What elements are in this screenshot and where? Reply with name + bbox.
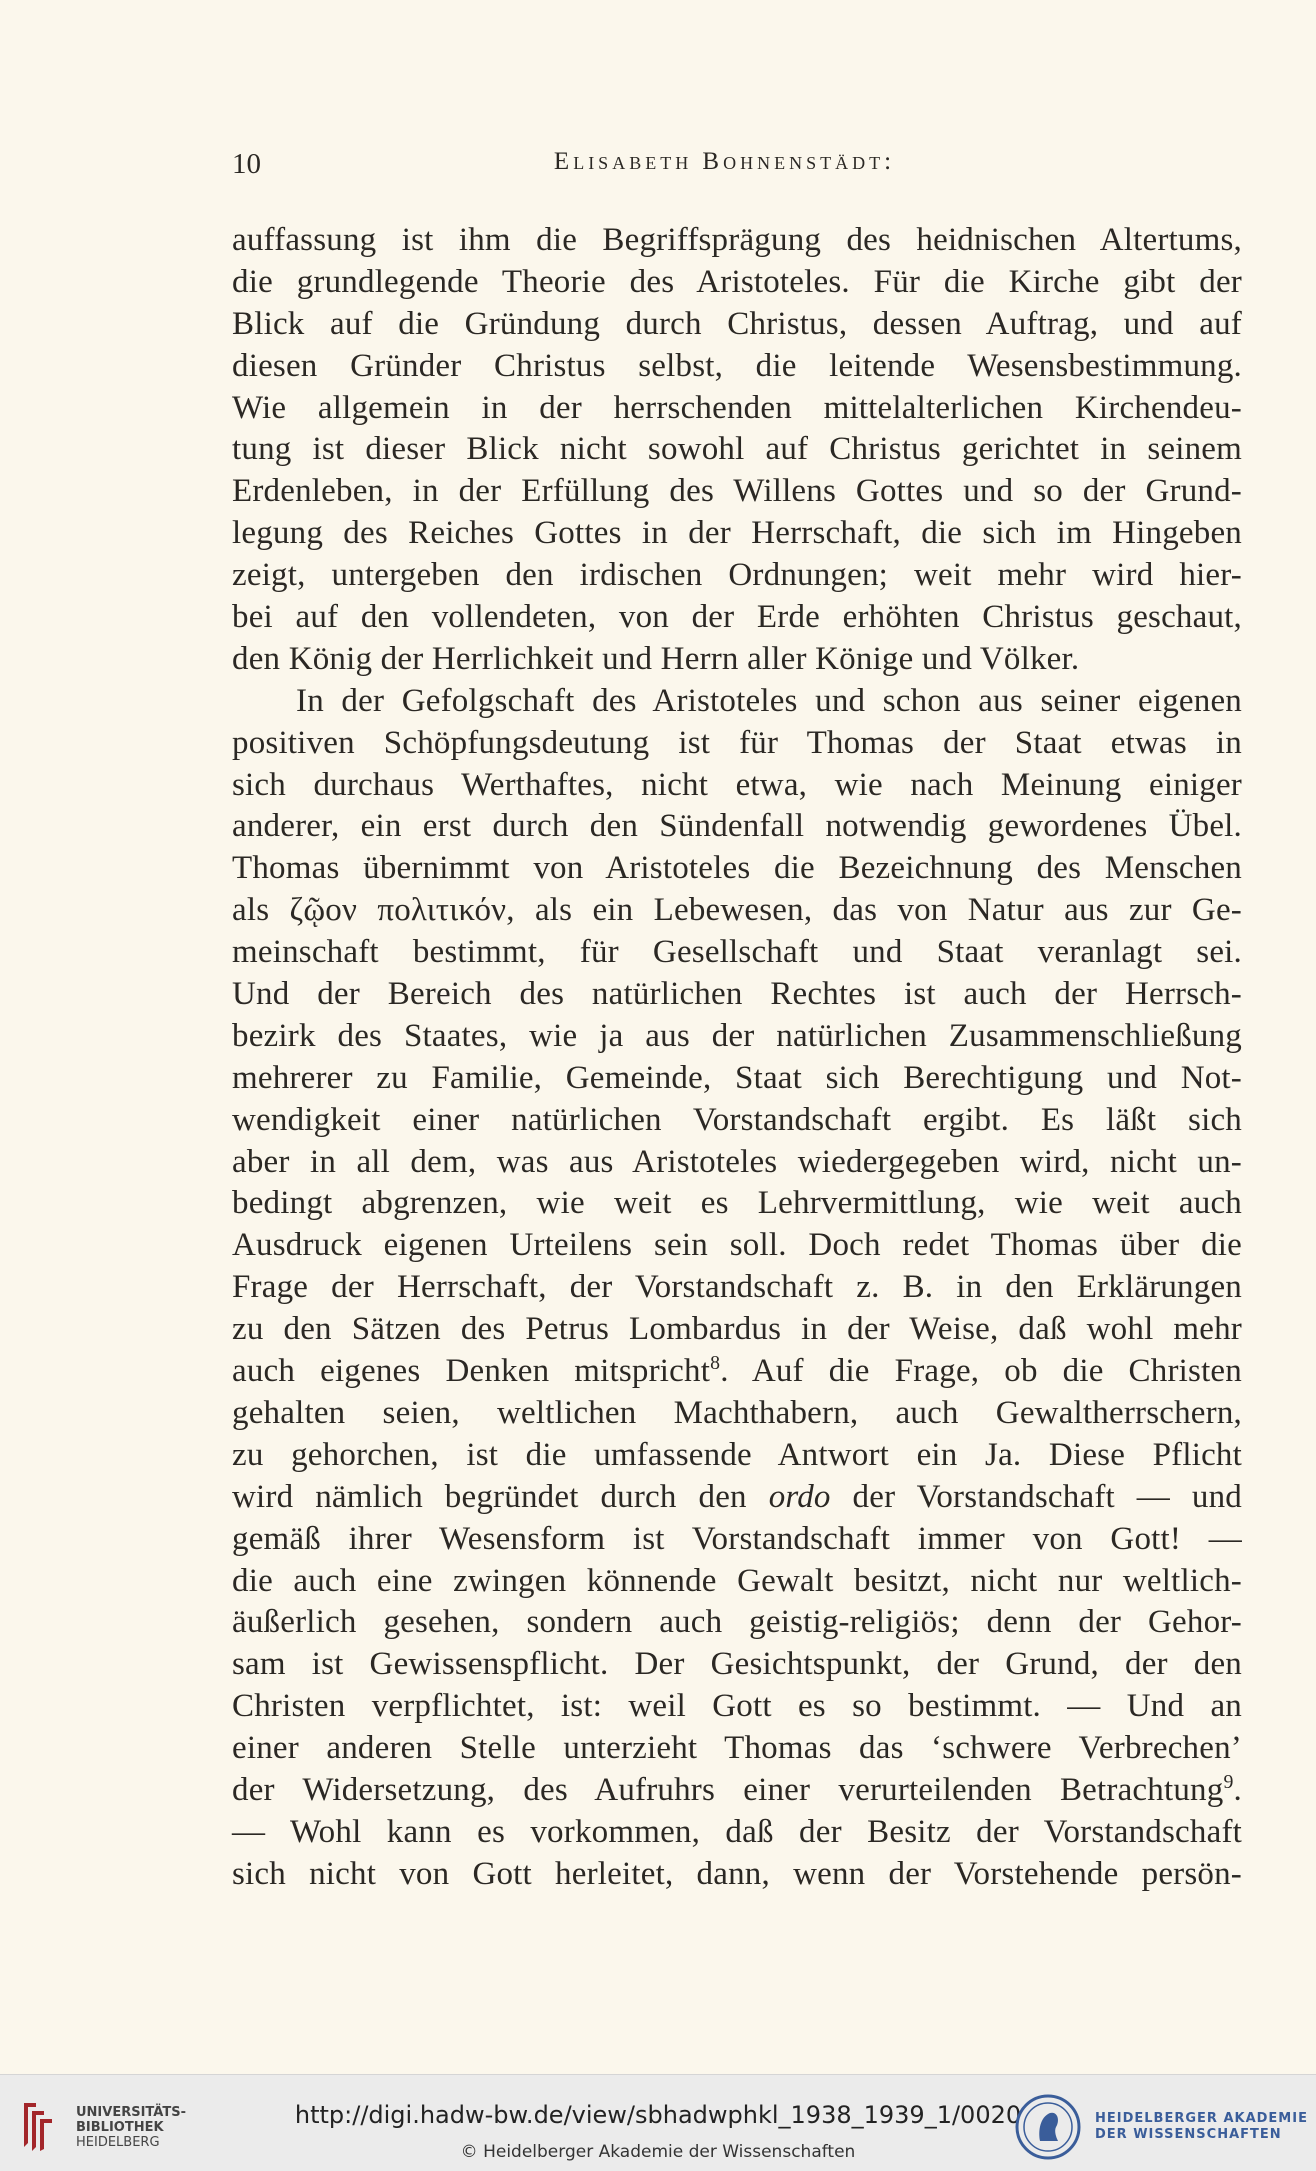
text-line: tung ist dieser Blick nicht sowohl auf Christus gerichtet in seinem [232, 431, 1242, 468]
academy-name [1095, 2111, 1308, 2143]
text-line: aber in all dem, was aus Aristoteles wiedergegeben wird, nicht un- [232, 1143, 1242, 1180]
text-line: als ζῷον πολιτικόν, als ein Lebewesen, das von Natur aus zur Ge- [232, 892, 1242, 929]
running-head: Elisabeth Bohnenstädt: [553, 148, 896, 175]
text-line: bezirk des Staates, wie ja aus der natürlichen Zusammenschließung [232, 1017, 1242, 1054]
library-name-line: UNIVERSITÄTS- [76, 2105, 186, 2120]
text-line: anderer, ein erst durch den Sündenfall notwendig gewordenes Übel. [232, 808, 1242, 845]
italic-term: ordo [768, 1478, 831, 1515]
academy-name-line: HEIDELBERGER AKADEMIE [1095, 2111, 1308, 2126]
text-fragment: wird nämlich begründet durch den [232, 1478, 747, 1515]
text-line [232, 1770, 1242, 1812]
text-line: die grundlegende Theorie des Aristoteles. Für die Kirche gibt der [232, 263, 1242, 300]
text-fragment: der Vorstandschaft — und [830, 1478, 1243, 1515]
text-line: zu den Sätzen des Petrus Lombardus in der Weise, daß wohl mehr [232, 1311, 1242, 1348]
page-number: 10 [232, 148, 261, 180]
text-fragment: auch eigenes Denken mitspricht [232, 1353, 711, 1390]
library-city: HEIDELBERG [76, 2135, 160, 2150]
page-header [232, 148, 1217, 188]
text-fragment: . [1233, 1771, 1242, 1808]
footnote-ref-9: 9 [1223, 1770, 1234, 1793]
body-text [232, 220, 1242, 1896]
text-line: positiven Schöpfungsdeutung ist für Thomas der Staat etwas in [232, 724, 1242, 761]
text-line [232, 1477, 1242, 1519]
text-line: Blick auf die Gründung durch Christus, dessen Auftrag, und auf [232, 305, 1242, 342]
text-line: sich nicht von Gott herleitet, dann, wenn der Vorstehende persön- [232, 1855, 1242, 1892]
text-line: gehalten seien, weltlichen Machthabern, auch Gewaltherrschern, [232, 1394, 1242, 1431]
text-line: zu gehorchen, ist die umfassende Antwort ein Ja. Diese Pflicht [232, 1436, 1242, 1473]
viewer-footer [0, 2074, 1316, 2171]
text-line: äußerlich gesehen, sondern auch geistig-religiös; denn der Gehor- [232, 1604, 1242, 1641]
permalink-url[interactable]: http://digi.hadw-bw.de/view/sbhadwphkl_1938_1939_1/0020 [294, 2101, 1022, 2129]
text-line: mehrerer zu Familie, Gemeinde, Staat sich Berechtigung und Not- [232, 1059, 1242, 1096]
footnote-ref-8: 8 [710, 1352, 721, 1375]
text-line: den König der Herrlichkeit und Herrn aller Könige und Völker. [232, 640, 1080, 677]
text-fragment: der Widersetzung, des Aufruhrs einer verurteilenden Betrachtung [232, 1771, 1224, 1808]
text-line [232, 1351, 1242, 1393]
text-line: Ausdruck eigenen Urteilens sein soll. Doch redet Thomas über die [232, 1227, 1242, 1264]
text-line: gemäß ihrer Wesensform ist Vorstandschaft immer von Gott! — [232, 1520, 1242, 1557]
text-line: Erdenleben, in der Erfüllung des Willens Gottes und so der Grund- [232, 473, 1242, 510]
text-line: wendigkeit einer natürlichen Vorstandschaft ergibt. Es läßt sich [232, 1101, 1242, 1138]
academy-seal-icon [1014, 2093, 1082, 2161]
library-name-line: BIBLIOTHEK [76, 2120, 164, 2135]
copyright-notice: © Heidelberger Akademie der Wissenschaften [460, 2142, 856, 2162]
text-line: diesen Gründer Christus selbst, die leitende Wesensbestimmung. [232, 347, 1242, 384]
text-line: meinschaft bestimmt, für Gesellschaft und Staat veranlagt sei. [232, 934, 1242, 971]
academy-name-line: DER WISSENSCHAFTEN [1095, 2127, 1282, 2142]
text-line: zeigt, untergeben den irdischen Ordnungen; weit mehr wird hier- [232, 557, 1242, 594]
text-line: sich durchaus Werthaftes, nicht etwa, wie nach Meinung einiger [232, 766, 1242, 803]
text-line: In der Gefolgschaft des Aristoteles und schon aus seiner eigenen [296, 682, 1242, 719]
text-line: bedingt abgrenzen, wie weit es Lehrvermittlung, wie weit auch [232, 1185, 1242, 1222]
text-line: einer anderen Stelle unterzieht Thomas das ‘schwere Verbrechen’ [232, 1730, 1242, 1767]
text-line: Wie allgemein in der herrschenden mittelalterlichen Kirchendeu- [232, 389, 1242, 426]
text-line: legung des Reiches Gottes in der Herrschaft, die sich im Hingeben [232, 515, 1242, 552]
text-line: Christen verpflichtet, ist: weil Gott es so bestimmt. — Und an [232, 1688, 1242, 1725]
text-line: Und der Bereich des natürlichen Rechtes ist auch der Herrsch- [232, 976, 1242, 1013]
text-line: sam ist Gewissenspflicht. Der Gesichtspunkt, der Grund, der den [232, 1646, 1242, 1683]
text-line: auffassung ist ihm die Begriffsprägung des heidnischen Altertums, [232, 222, 1242, 258]
text-line: Thomas übernimmt von Aristoteles die Bezeichnung des Menschen [232, 850, 1242, 887]
text-fragment: . Auf die Frage, ob die Christen [720, 1353, 1242, 1390]
text-line: Frage der Herrschaft, der Vorstandschaft z. B. in den Erklärungen [232, 1269, 1242, 1306]
text-line: — Wohl kann es vorkommen, daß der Besitz der Vorstandschaft [232, 1813, 1242, 1850]
text-line: bei auf den vollendeten, von der Erde erhöhten Christus geschaut, [232, 599, 1242, 636]
text-line: die auch eine zwingen könnende Gewalt besitzt, nicht nur weltlich- [232, 1562, 1242, 1599]
